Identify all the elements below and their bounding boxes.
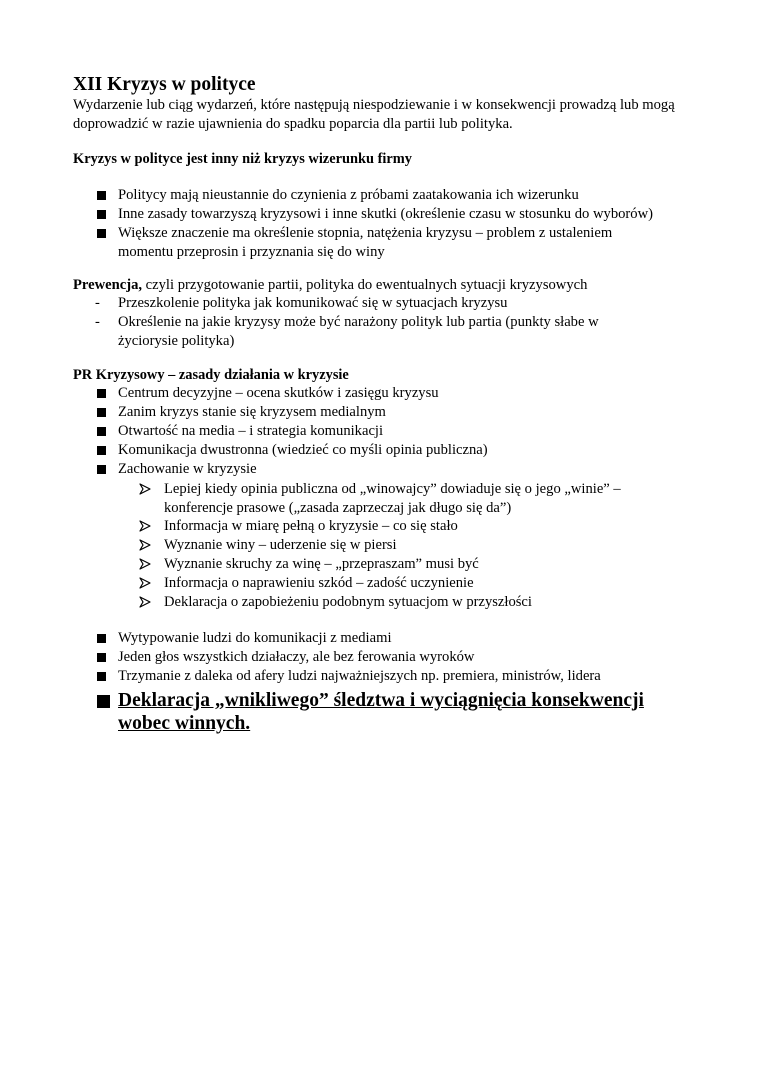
list-item: Informacja o naprawieniu szkód – zadość uczynienie xyxy=(139,574,659,593)
arrow-bullet-icon xyxy=(139,555,152,570)
list-item: Otwartość na media – i strategia komunikacji xyxy=(97,422,697,441)
list-item: Wytypowanie ludzi do komunikacji z mediami xyxy=(97,629,697,648)
list-item: Trzymanie z daleka od afery ludzi najważniejszych np. premiera, ministrów, lidera xyxy=(97,667,697,686)
dash-bullet-icon: - xyxy=(95,314,100,330)
list-item: Centrum decyzyjne – ocena skutków i zasięgu kryzysu xyxy=(97,384,697,403)
list-item: Deklaracja o zapobieżeniu podobnym sytuacjom w przyszłości xyxy=(139,593,659,612)
dash-bullet-icon: - xyxy=(95,295,100,311)
list-item: Zachowanie w kryzysie xyxy=(97,460,697,479)
arrow-bullet-icon xyxy=(139,517,152,532)
square-bullet-icon xyxy=(97,689,110,714)
list-item: Większe znaczenie ma określenie stopnia, natężenia kryzysu – problem z ustaleniem momentu przeprosin i przyznania się do winy xyxy=(97,224,652,261)
arrow-bullet-icon xyxy=(139,574,152,589)
list-item: Informacja w miarę pełną o kryzysie – co się stało xyxy=(139,517,659,536)
square-bullet-icon xyxy=(97,441,106,461)
square-bullet-icon xyxy=(97,460,106,480)
arrow-bullet-icon xyxy=(139,593,152,608)
list-item: Inne zasady towarzyszą kryzysowi i inne skutki (określenie czasu w stosunku do wyborów) xyxy=(97,205,697,224)
list-item: Jeden głos wszystkich działaczy, ale bez ferowania wyroków xyxy=(97,648,697,667)
list-item: Komunikacja dwustronna (wiedzieć co myśli opinia publiczna) xyxy=(97,441,697,460)
prewencja-paragraph xyxy=(73,276,587,294)
list-item: Politycy mają nieustannie do czynienia z próbami zaatakowania ich wizerunku xyxy=(97,186,697,205)
square-bullet-icon xyxy=(97,648,106,668)
square-bullet-icon xyxy=(97,667,106,687)
square-bullet-icon xyxy=(97,205,106,225)
list-item: - Przeszkolenie polityka jak komunikować się w sytuacjach kryzysu xyxy=(95,295,508,311)
page-title: XII Kryzys w polityce xyxy=(73,74,256,95)
arrow-bullet-icon xyxy=(139,536,152,551)
section-heading-pr: PR Kryzysowy – zasady działania w kryzysie xyxy=(73,367,349,383)
list-item-final: Deklaracja „wnikliwego” śledztwa i wyciągnięcia konsekwencji wobec winnych. xyxy=(97,689,687,735)
square-bullet-icon xyxy=(97,629,106,649)
list-item: - Określenie na jakie kryzysy może być narażony polityk lub partia (punkty słabe w życiorysie polityka) xyxy=(95,314,599,349)
prewencja-text: czyli przygotowanie partii, polityka do ewentualnych sytuacji kryzysowych xyxy=(142,277,588,293)
list-item: Wyznanie skruchy za winę – „przepraszam” musi być xyxy=(139,555,659,574)
prewencja-lead: Prewencja, xyxy=(73,277,143,293)
square-bullet-icon xyxy=(97,384,106,404)
square-bullet-icon xyxy=(97,186,106,206)
list-item: Wyznanie winy – uderzenie się w piersi xyxy=(139,536,659,555)
square-bullet-icon xyxy=(97,224,106,244)
list-item: Zanim kryzys stanie się kryzysem medialnym xyxy=(97,403,697,422)
list-item: Lepiej kiedy opinia publiczna od „winowajcy” dowiaduje się o jego „winie” – konferencje prasowe („zasada zaprzeczaj jak długo się da”) xyxy=(139,480,659,517)
arrow-bullet-icon xyxy=(139,480,152,495)
square-bullet-icon xyxy=(97,422,106,442)
section-heading-kryzys: Kryzys w polityce jest inny niż kryzys wizerunku firmy xyxy=(73,151,412,167)
intro-paragraph: Wydarzenie lub ciąg wydarzeń, które następują niespodziewanie i w konsekwencji prowadzą lub mogą doprowadzić w razie ujawnienia do spadku poparcia dla partii lub polityka. xyxy=(73,97,675,132)
square-bullet-icon xyxy=(97,403,106,423)
